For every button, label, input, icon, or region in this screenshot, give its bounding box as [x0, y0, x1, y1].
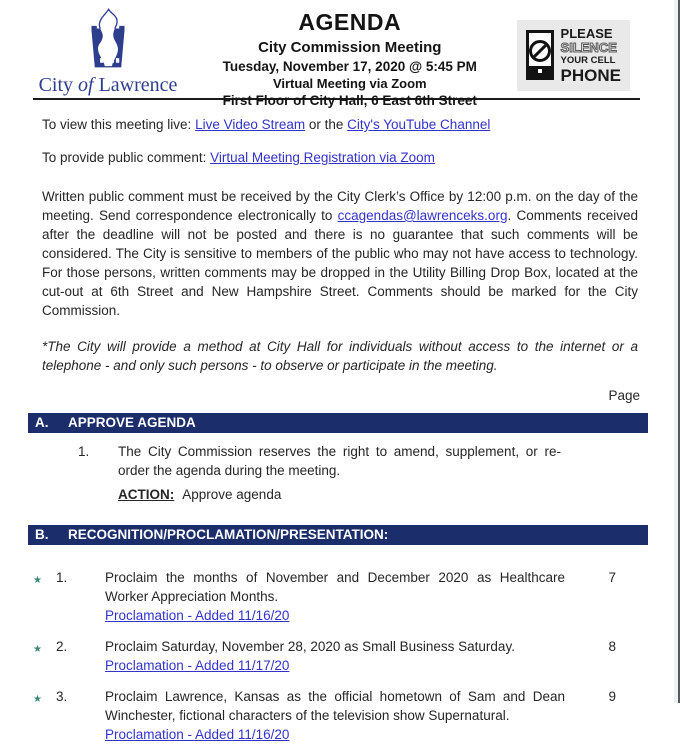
zoom-registration-link[interactable]: Virtual Meeting Registration via Zoom [210, 150, 435, 165]
item-b1-page-number: 7 [608, 570, 616, 585]
agenda-item-b2 [33, 637, 642, 675]
city-hall-access-disclaimer: *The City will provide a method at City Hall for individuals without access to the internet or a telephone - and only such persons - to observe or participate in the meeting. [42, 339, 638, 373]
item-b1-text: Proclaim the months of November and December 2020 as Healthcare Worker Appreciation Months. [105, 570, 565, 604]
city-of-lawrence-logo [33, 6, 183, 96]
notice-part1: Written public comment must be received by the City Clerk’s Office by 12:00 p.m. on the day of the meeting. Send correspondence electronically to [42, 189, 638, 223]
silence-cell-phone-badge [517, 20, 630, 91]
public-comment-line [42, 150, 640, 165]
item-a1-action [118, 487, 680, 502]
no-cell-phone-icon [526, 30, 554, 80]
agenda-item-b3 [33, 687, 642, 744]
meeting-name: City Commission Meeting [258, 39, 442, 56]
view-live-middle: or the [305, 117, 348, 132]
item-b3-body [105, 687, 565, 744]
wordmark-of: of [78, 74, 94, 96]
view-live-prefix: To view this meeting live: [42, 117, 196, 132]
notice-part2: . Comments received after the deadline will not be posted and there is no guarantee that such comments will be considered. The City is sensitive to members of the public who may not have access to technology. For those persons, written comments may be dropped in the Utility Billing Drop Box, located at the cut-out at 6th Street and New Hampshire Street. Comments should be marked for the City Commission. [42, 208, 638, 318]
section-a-title: APPROVE AGENDA [68, 415, 196, 430]
document-header [0, 0, 680, 108]
star-marker-icon: ★ [33, 644, 42, 655]
item-b3-number: 3. [56, 689, 68, 704]
action-label: ACTION: [118, 487, 175, 502]
silence-badge-text [561, 27, 621, 84]
agenda-item-a1 [78, 442, 680, 480]
agenda-item-b1 [33, 568, 642, 625]
item-b3-text: Proclaim Lawrence, Kansas as the official hometown of Sam and Dean Winchester, fictional characters of the television show Supernatural. [105, 689, 565, 723]
section-b-letter: B. [35, 527, 49, 542]
phone-button [529, 66, 551, 77]
agenda-title: AGENDA [298, 9, 402, 35]
item-b3-page-number: 9 [608, 689, 616, 704]
section-a-letter: A. [35, 415, 49, 430]
logo-wordmark [33, 74, 183, 96]
meeting-datetime: Tuesday, November 17, 2020 @ 5:45 PM [222, 59, 477, 74]
agendas-email-link[interactable]: ccagendas@lawrenceks.org [337, 208, 508, 223]
written-comment-notice [42, 187, 638, 320]
star-marker-icon: ★ [33, 694, 42, 705]
section-b-header [28, 525, 648, 545]
live-video-stream-link[interactable]: Live Video Stream [195, 117, 306, 132]
meeting-venue-line2: First Floor of City Hall, 6 East 6th Street [222, 93, 477, 108]
wordmark-city: City [38, 74, 74, 96]
item-b2-page-number: 8 [608, 639, 616, 654]
badge-line-phone: PHONE [560, 65, 621, 85]
star-marker-icon: ★ [33, 575, 42, 586]
item-b2-text: Proclaim Saturday, November 28, 2020 as Small Business Saturday. [105, 639, 515, 654]
item-b2-body [105, 637, 565, 675]
item-b3-proclamation-link[interactable]: Proclamation - Added 11/16/20 [105, 727, 290, 742]
section-a-header [28, 413, 648, 433]
badge-line-silence: SILENCE [560, 40, 617, 55]
public-comment-prefix: To provide public comment: [42, 150, 211, 165]
item-b2-number: 2. [56, 639, 68, 654]
youtube-channel-link[interactable]: City's YouTube Channel [347, 117, 491, 132]
badge-line-your-cell: YOUR CELL [560, 55, 616, 66]
prohibition-icon [529, 40, 551, 62]
item-a1-text: The City Commission reserves the right to amend, supplement, or re-order the agenda during the meeting. [118, 444, 561, 478]
meeting-venue-line1: Virtual Meeting via Zoom [272, 76, 427, 91]
wordmark-lawrence: Lawrence [98, 74, 178, 96]
action-text: Approve agenda [182, 487, 282, 502]
item-b1-number: 1. [56, 570, 68, 585]
item-a1-number: 1. [78, 444, 90, 459]
view-live-line [42, 117, 640, 132]
item-b1-body [105, 568, 565, 625]
badge-line-please: PLEASE [560, 26, 613, 41]
meeting-header-block [183, 6, 517, 108]
section-b-title: RECOGNITION/PROCLAMATION/PRESENTATION: [68, 527, 389, 542]
flame-keystone-icon [79, 8, 137, 74]
page-column-header: Page [608, 388, 640, 403]
item-b2-proclamation-link[interactable]: Proclamation - Added 11/17/20 [105, 658, 290, 673]
item-b1-proclamation-link[interactable]: Proclamation - Added 11/16/20 [105, 608, 290, 623]
